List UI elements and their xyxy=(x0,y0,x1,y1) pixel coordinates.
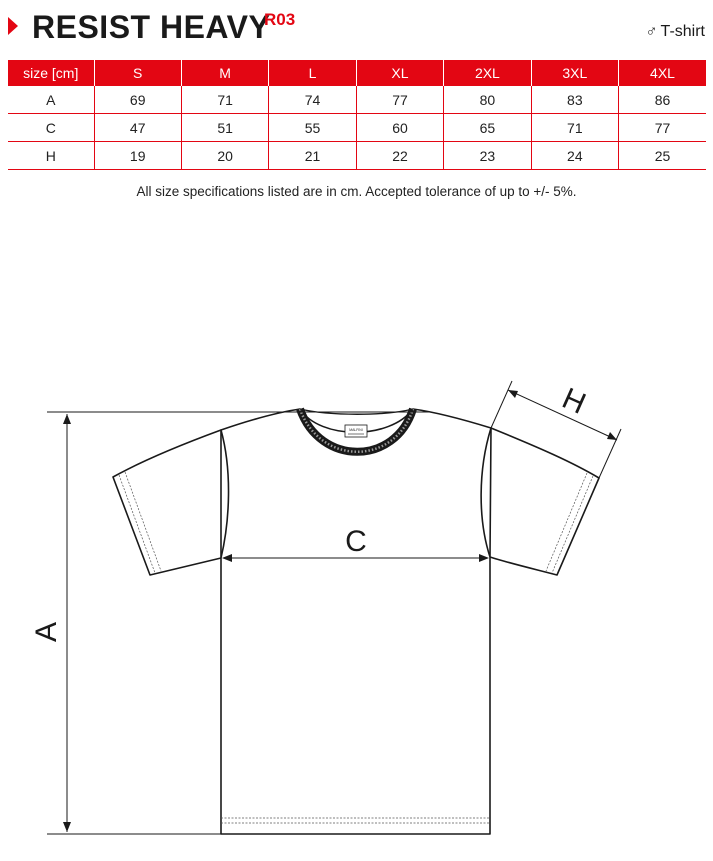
dimension-h-label: H xyxy=(557,381,591,421)
tolerance-note: All size specifications listed are in cm. Accepted tolerance of up to +/- 5%. xyxy=(136,184,577,199)
table-cell: 21 xyxy=(269,142,356,170)
product-title: RESIST HEAVY xyxy=(32,9,271,45)
table-cell: 24 xyxy=(531,142,618,170)
table-cell: 77 xyxy=(356,86,443,114)
header-cell-3xl: 3XL xyxy=(531,60,618,86)
header-cell-m: M xyxy=(181,60,268,86)
table-cell: 19 xyxy=(94,142,181,170)
table-cell: 47 xyxy=(94,114,181,142)
neck-label-text: MALFINI xyxy=(349,428,363,432)
table-cell: 25 xyxy=(619,142,706,170)
product-code: R03 xyxy=(264,10,296,29)
row-label: C xyxy=(8,114,94,142)
male-icon: ♂ xyxy=(645,23,658,40)
header-cell-size: size [cm] xyxy=(8,60,94,86)
shirt-body xyxy=(221,409,491,834)
neck-label xyxy=(345,425,367,437)
table-cell: 20 xyxy=(181,142,268,170)
right-sleeve xyxy=(490,428,599,575)
row-label: A xyxy=(8,86,94,114)
header-cell-2xl: 2XL xyxy=(444,60,531,86)
table-cell: 65 xyxy=(444,114,531,142)
table-cell: 51 xyxy=(181,114,268,142)
tshirt-outline xyxy=(113,409,599,834)
table-cell: 77 xyxy=(619,114,706,142)
table-cell: 23 xyxy=(444,142,531,170)
table-cell: 86 xyxy=(619,86,706,114)
header-cell-s: S xyxy=(94,60,181,86)
table-cell: 22 xyxy=(356,142,443,170)
table-cell: 71 xyxy=(531,114,618,142)
table-cell: 74 xyxy=(269,86,356,114)
table-cell: 55 xyxy=(269,114,356,142)
header-cell-xl: XL xyxy=(356,60,443,86)
table-cell: 83 xyxy=(531,86,618,114)
row-label: H xyxy=(8,142,94,170)
dimension-c-label: C xyxy=(345,525,367,558)
header-cell-4xl: 4XL xyxy=(619,60,706,86)
dimension-a-label: A xyxy=(30,621,63,643)
table-cell: 80 xyxy=(444,86,531,114)
product-type-label: T-shirt xyxy=(660,23,705,40)
header-cell-l: L xyxy=(269,60,356,86)
table-cell: 69 xyxy=(94,86,181,114)
table-cell: 60 xyxy=(356,114,443,142)
table-cell: 71 xyxy=(181,86,268,114)
